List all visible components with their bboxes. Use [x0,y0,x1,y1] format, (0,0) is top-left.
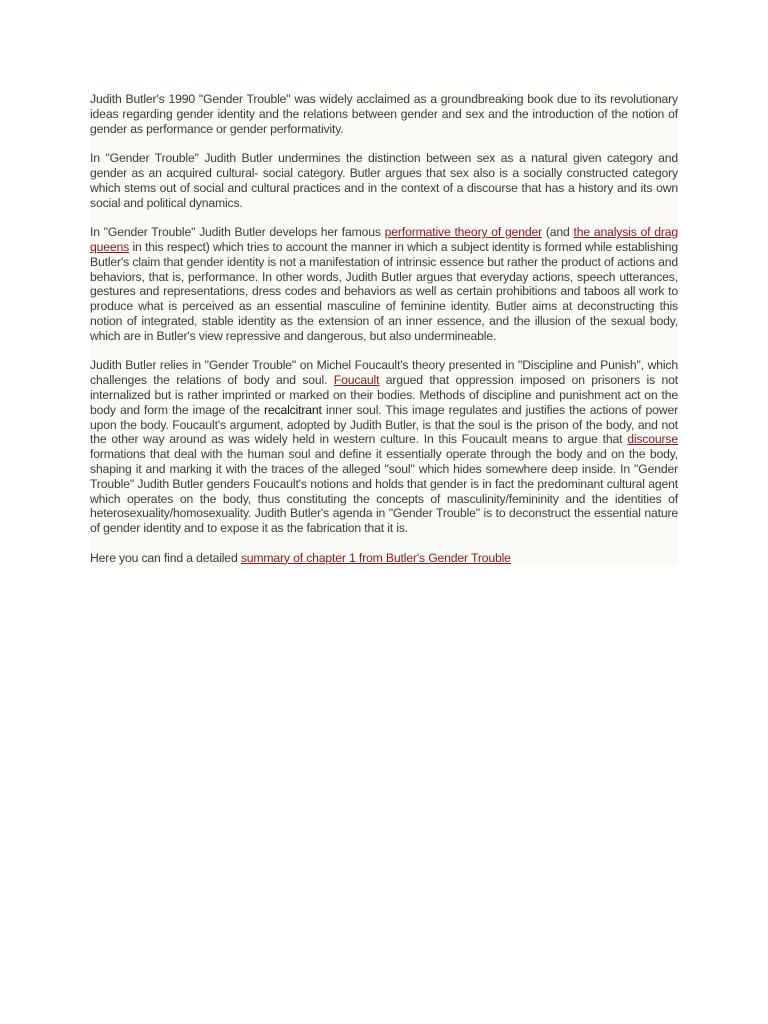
paragraph-intro [90,92,678,136]
paragraph-foucault [90,358,678,536]
paragraph-text: (and [542,225,574,240]
paragraph-text: formations that deal with the human soul and define it essentially operate through the body and on the body, shaping it and marking it with the traces of the alleged "soul" which hides somewhere deep inside. In "Gender Trouble" Judith Butler genders Foucault's notions and holds that gender is in fact the predominant cultural agent which operates on the body, thus constituting the concepts of masculinity/femininity and the identities of heterosexuality/homosexuality. Judith Butler's agenda in "Gender Trouble" is to deconstruct the essential nature of gender identity and to expose it as the fabrication that it is. [90,447,678,536]
chapter-summary-link[interactable]: summary of chapter 1 from Butler's Gender Trouble [240,550,511,565]
highlighted-word: recalcitrant [263,402,322,417]
performative-theory-link[interactable]: performative theory of gender [384,225,543,240]
paragraph-text: In "Gender Trouble" Judith Butler develops her famous [90,225,385,240]
article-body [90,92,678,566]
paragraph-text: Judith Butler's 1990 "Gender Trouble" was widely acclaimed as a groundbreaking book due to its revolutionary ideas regarding gender identity and the relations between gender and sex and the introduction of the notion of gender as performance or gender performativity. [90,92,678,136]
paragraph-text: argued that oppression imposed on prisoners is not internalized but is rather imprinted or marked on their bodies. Methods of discipline and punishment act on the body and form the image of the [90,373,678,417]
discourse-link[interactable]: discourse [627,432,678,447]
paragraph-performative [90,225,678,343]
foucault-link[interactable]: Foucault [333,373,380,388]
paragraph-summary [90,551,678,566]
paragraph-text: inner soul. This image regulates and justifies the actions of power upon the body. Foucault's argument, adopted by Judith Butler, is that the soul is the prison of the body, and not the other way around as was widely held in western culture. In this Foucault means to argue that [90,402,678,447]
paragraph-text: In "Gender Trouble" Judith Butler undermines the distinction between sex as a natural given category and gender as an acquired cultural- social category. Butler argues that sex also is a socially constructed category which stems out of social and cultural practices and in the context of a discourse that has a history and its own social and political dynamics. [90,151,678,210]
paragraph-text: in this respect) which tries to account the manner in which a subject identity is formed while establishing Butler's claim that gender identity is not a manifestation of intrinsic essence but rather the product of actions and behaviors, that is, performance. In other words, Judith Butler argues that everyday actions, speech utterances, gestures and representations, dress codes and behaviors as well as certain prohibitions and taboos all work to produce what is perceived as an essential masculine of feminine identity. Butler aims at deconstructing this notion of integrated, stable identity as the extension of an inner essence, and the illusion of the sexual body, which are in Butler's view repressive and dangerous, but also undermineable. [90,239,678,343]
drag-queens-link[interactable]: the analysis of drag queens [90,225,678,254]
paragraph-text: Judith Butler relies in "Gender Trouble" on Michel Foucault's theory presented in "Discipline and Punish", which challenges the relations of body and soul. [90,358,678,388]
paragraph-text: Here you can find a detailed [90,550,241,565]
paragraph-sex-gender [90,151,678,210]
